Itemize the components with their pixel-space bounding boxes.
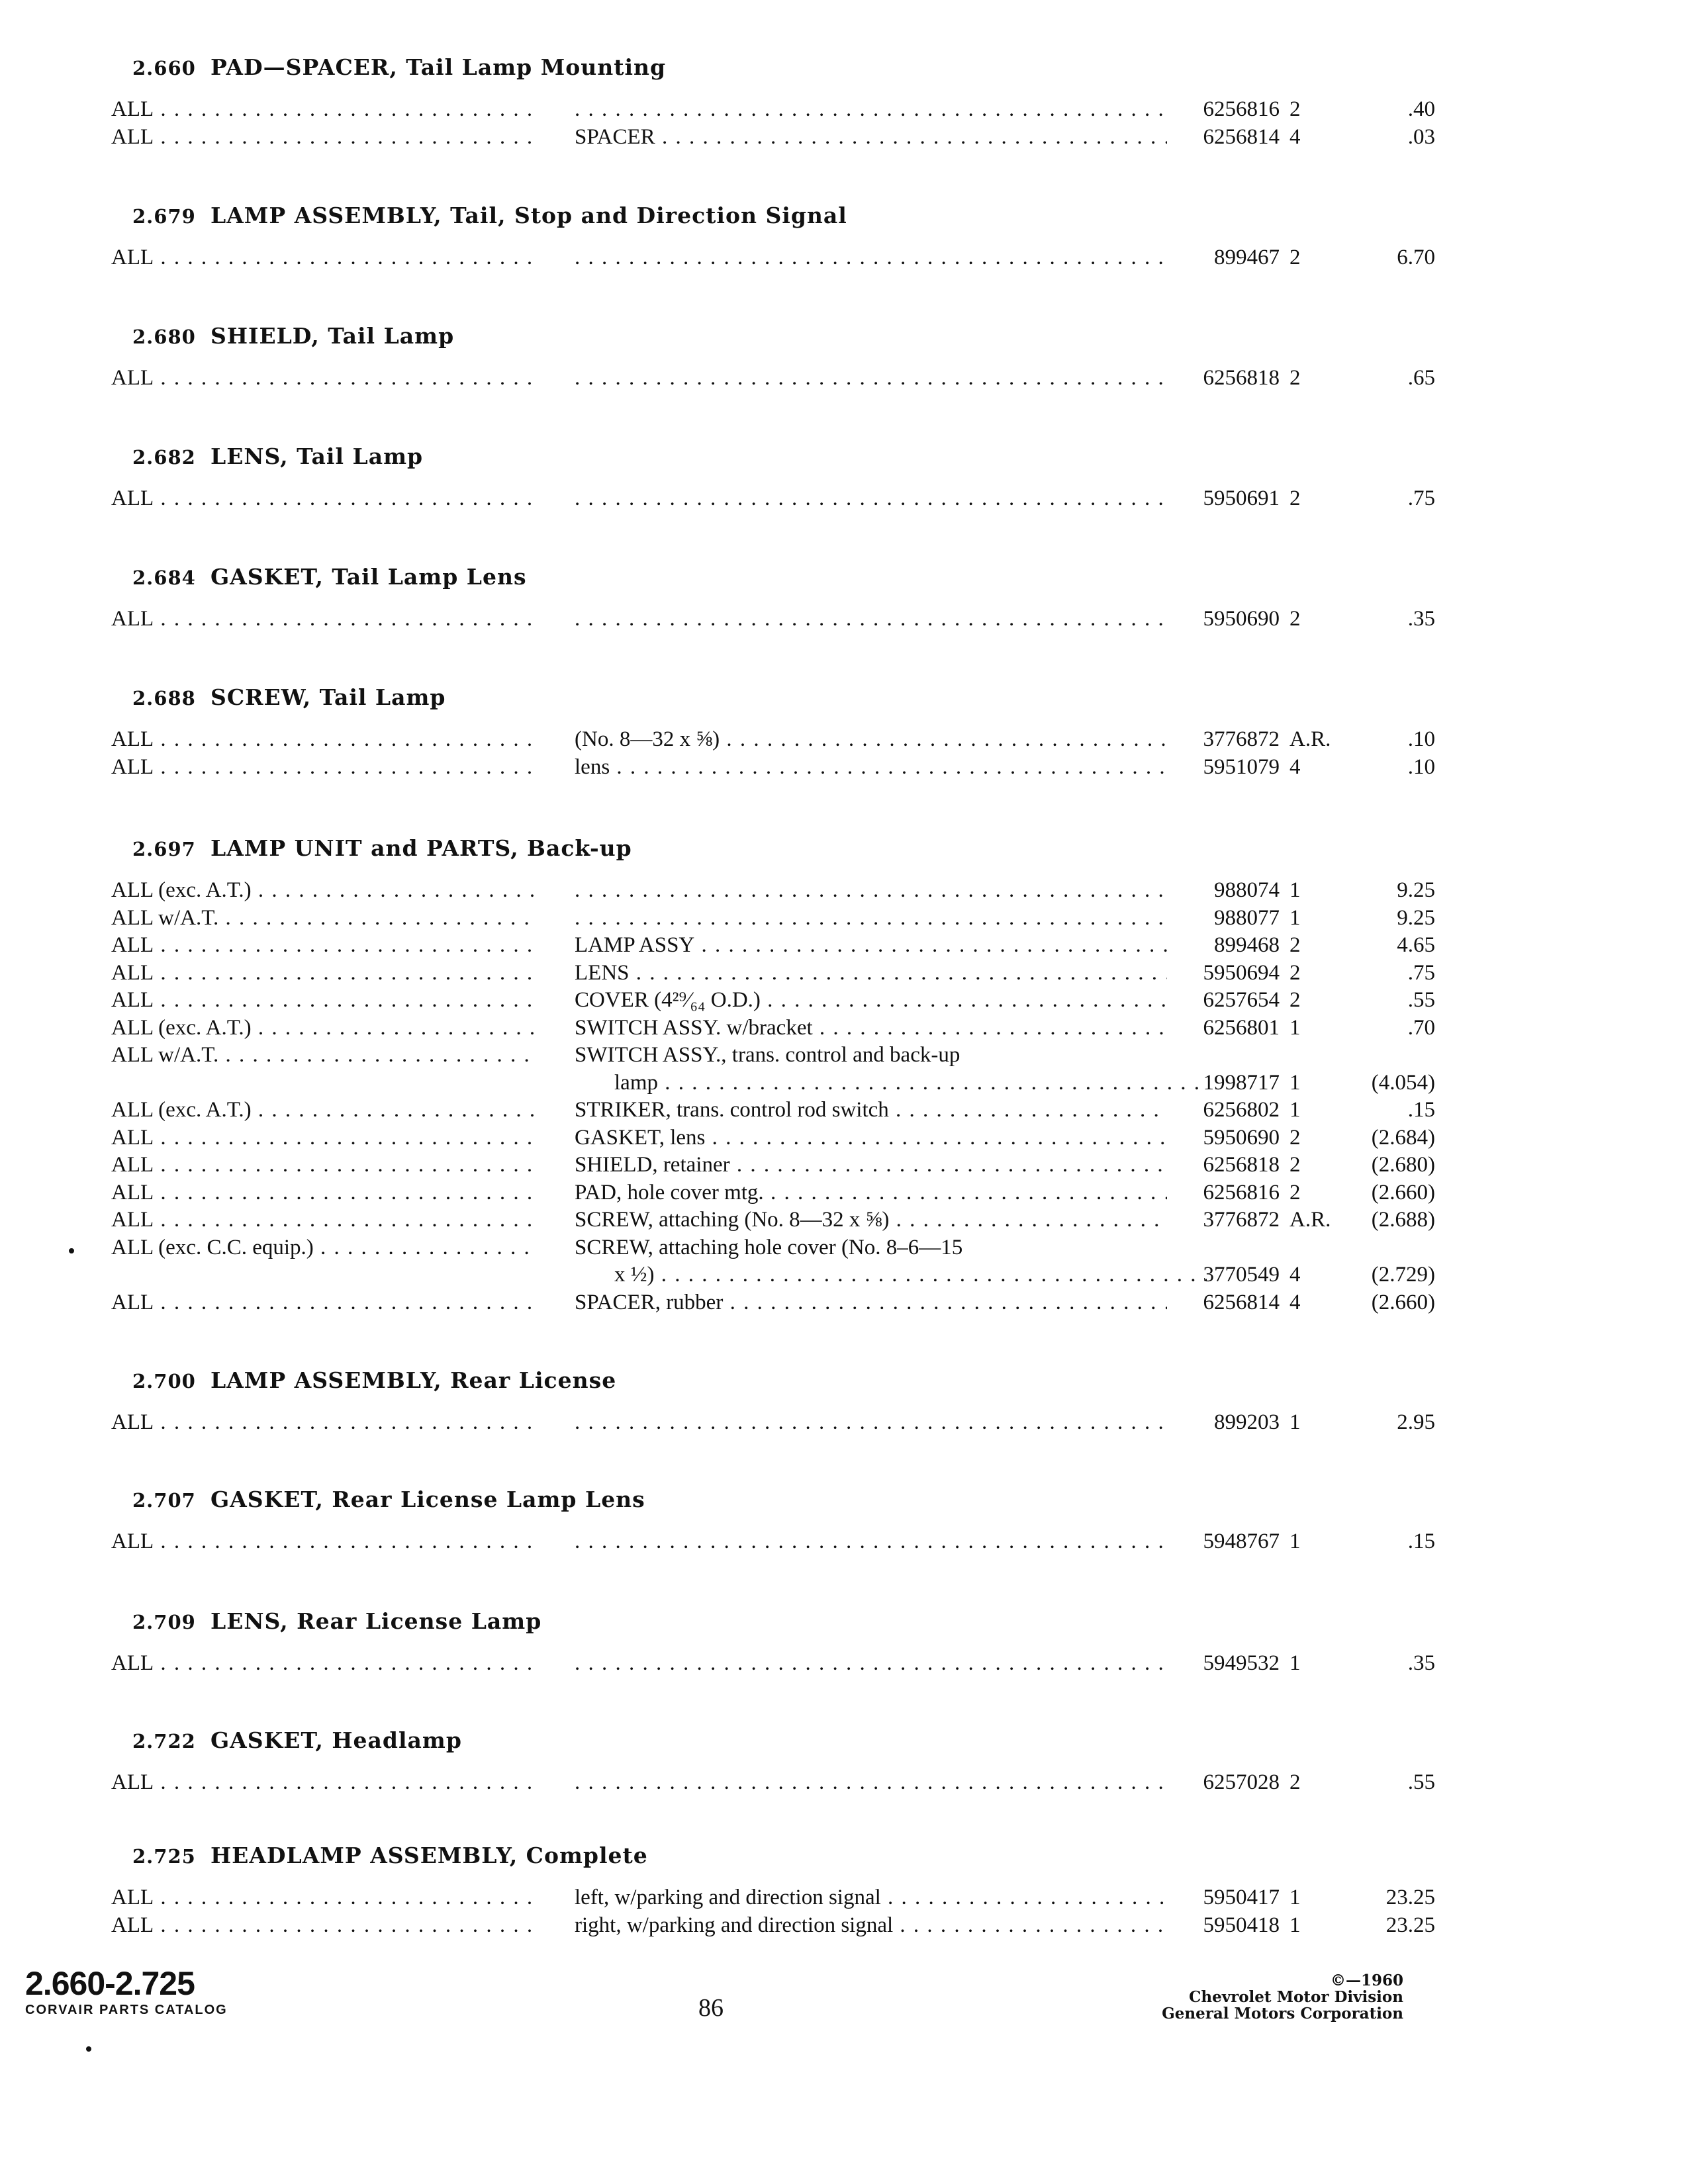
part-number: 5950418 bbox=[1203, 1913, 1280, 1937]
part-description: (No. 8—32 x ⅝) . . . bbox=[575, 725, 1167, 753]
parts-row bbox=[111, 1911, 1435, 1939]
quantity: 2 bbox=[1289, 607, 1301, 631]
price: 6.70 bbox=[1397, 246, 1435, 269]
part-number: 5950691 bbox=[1203, 486, 1280, 510]
stray-print-mark bbox=[86, 2046, 91, 2052]
quantity: 4 bbox=[1289, 1263, 1301, 1287]
footer-catalog-title: CORVAIR PARTS CATALOG bbox=[25, 2003, 228, 2017]
quantity: 2 bbox=[1289, 97, 1301, 121]
price: 9.25 bbox=[1397, 905, 1435, 930]
model-applicability: ALL . . . bbox=[111, 364, 538, 392]
section-number: 2.680 bbox=[132, 326, 196, 348]
price: 9.25 bbox=[1397, 878, 1435, 902]
parts-row bbox=[111, 1041, 1329, 1069]
part-description: SWITCH ASSY., trans. control and back-up bbox=[575, 1043, 961, 1067]
part-number: 5949532 bbox=[1203, 1651, 1280, 1675]
quantity: 1 bbox=[1289, 1015, 1301, 1040]
quantity: 2 bbox=[1289, 933, 1301, 957]
part-description: lamp . . . bbox=[575, 1069, 1207, 1097]
parts-row bbox=[111, 123, 1435, 151]
part-number: 6256816 bbox=[1203, 1180, 1280, 1205]
section-heading bbox=[132, 1727, 462, 1753]
part-description bbox=[575, 244, 1167, 271]
quantity: 2 bbox=[1289, 988, 1301, 1012]
model-applicability: ALL . . . bbox=[111, 605, 538, 633]
section-title: SHIELD, Tail Lamp bbox=[211, 323, 455, 349]
footer-copyright-block bbox=[1162, 1972, 1403, 2022]
part-description: SCREW, attaching hole cover (No. 8–6—15 bbox=[575, 1235, 963, 1259]
model-applicability: ALL . . . bbox=[111, 1151, 538, 1179]
price: (2.684) bbox=[1371, 1125, 1435, 1150]
parts-row bbox=[111, 1289, 1435, 1316]
part-description: lens . . . bbox=[575, 753, 1167, 781]
model-applicability: ALL . . . bbox=[111, 123, 538, 151]
price: .35 bbox=[1407, 607, 1435, 631]
part-number: 3776872 bbox=[1203, 1208, 1280, 1232]
part-number: 5950694 bbox=[1203, 960, 1280, 985]
parts-row bbox=[111, 95, 1435, 123]
parts-row bbox=[111, 1527, 1435, 1555]
part-description: LENS . . . bbox=[575, 959, 1167, 987]
section-number: 2.697 bbox=[132, 838, 196, 860]
part-number: 3770549 bbox=[1203, 1263, 1280, 1287]
price: (2.680) bbox=[1371, 1153, 1435, 1177]
section-heading bbox=[132, 323, 454, 349]
part-number: 988074 bbox=[1214, 878, 1280, 902]
parts-row bbox=[111, 1261, 1435, 1289]
copyright-notice: ©—1960 bbox=[1330, 1972, 1403, 1989]
model-applicability: ALL . . . bbox=[111, 1124, 538, 1152]
part-number: 5950690 bbox=[1203, 1125, 1280, 1150]
price: .70 bbox=[1407, 1015, 1435, 1040]
parts-row bbox=[111, 484, 1435, 512]
model-applicability: ALL . . . bbox=[111, 1527, 538, 1555]
section-number: 2.688 bbox=[132, 687, 196, 709]
quantity: 2 bbox=[1289, 960, 1301, 985]
model-applicability: ALL . . . bbox=[111, 1408, 538, 1436]
quantity: 1 bbox=[1289, 1070, 1301, 1095]
section-heading bbox=[132, 835, 632, 861]
part-description: x ½) . . . bbox=[575, 1261, 1207, 1289]
parts-row bbox=[111, 1096, 1435, 1124]
page-number: 86 bbox=[698, 1994, 724, 2022]
parts-row bbox=[111, 1206, 1435, 1234]
section-title: GASKET, Headlamp bbox=[211, 1727, 462, 1753]
model-applicability: ALL (exc. A.T.) . . . bbox=[111, 1014, 538, 1042]
section-heading bbox=[132, 564, 527, 590]
parts-row bbox=[111, 364, 1435, 392]
price: .03 bbox=[1407, 124, 1435, 149]
part-number: 3776872 bbox=[1203, 727, 1280, 751]
part-description bbox=[575, 364, 1167, 392]
price: .75 bbox=[1407, 960, 1435, 985]
part-number: 899468 bbox=[1214, 933, 1280, 957]
section-heading bbox=[132, 1608, 541, 1634]
model-applicability: ALL . . . bbox=[111, 244, 538, 271]
section-heading bbox=[132, 54, 666, 80]
model-applicability: ALL (exc. C.C. equip.) . . . bbox=[111, 1234, 538, 1261]
parts-row bbox=[111, 1179, 1435, 1206]
quantity: 4 bbox=[1289, 1290, 1301, 1314]
section-title: LAMP UNIT and PARTS, Back-up bbox=[211, 835, 632, 861]
section-title: LAMP ASSEMBLY, Tail, Stop and Direction Signal bbox=[211, 203, 847, 228]
price: (2.688) bbox=[1371, 1208, 1435, 1232]
section-title: HEADLAMP ASSEMBLY, Complete bbox=[211, 1843, 648, 1868]
part-number: 899467 bbox=[1214, 246, 1280, 269]
section-heading bbox=[132, 1486, 645, 1512]
part-description: left, w/parking and direction signal . . . bbox=[575, 1884, 1167, 1911]
price: .15 bbox=[1407, 1098, 1435, 1122]
model-applicability: ALL . . . bbox=[111, 1206, 538, 1234]
part-number: 6256814 bbox=[1203, 1290, 1280, 1314]
model-applicability: ALL w/A.T. . . . bbox=[111, 904, 538, 932]
part-description bbox=[575, 1649, 1167, 1677]
part-description: PAD, hole cover mtg. . . . bbox=[575, 1179, 1167, 1206]
part-number: 6257654 bbox=[1203, 988, 1280, 1012]
model-applicability: ALL . . . bbox=[111, 95, 538, 123]
quantity: 1 bbox=[1289, 1651, 1301, 1675]
section-title: GASKET, Tail Lamp Lens bbox=[211, 564, 527, 590]
section-number: 2.684 bbox=[132, 567, 196, 589]
section-title: GASKET, Rear License Lamp Lens bbox=[211, 1486, 645, 1512]
part-description: SCREW, attaching (No. 8—32 x ⅝) . . . bbox=[575, 1206, 1167, 1234]
part-number: 6256818 bbox=[1203, 1153, 1280, 1177]
part-description: right, w/parking and direction signal . . . bbox=[575, 1911, 1167, 1939]
section-title: PAD—SPACER, Tail Lamp Mounting bbox=[211, 54, 667, 80]
section-heading bbox=[132, 1843, 648, 1868]
parts-row bbox=[111, 1151, 1435, 1179]
part-number: 899203 bbox=[1214, 1410, 1280, 1434]
price: .75 bbox=[1407, 486, 1435, 510]
quantity: 2 bbox=[1289, 1125, 1301, 1150]
price: 4.65 bbox=[1397, 933, 1435, 957]
part-description bbox=[575, 904, 1167, 932]
parts-row bbox=[111, 605, 1435, 633]
section-number: 2.679 bbox=[132, 205, 196, 228]
section-number: 2.725 bbox=[132, 1845, 196, 1868]
quantity: 2 bbox=[1289, 1770, 1301, 1794]
part-description: COVER (4²⁹⁄₆₄ O.D.) . . . bbox=[575, 986, 1167, 1014]
part-description bbox=[575, 484, 1167, 512]
price: (4.054) bbox=[1371, 1070, 1435, 1095]
model-applicability: ALL . . . bbox=[111, 725, 538, 753]
quantity: 1 bbox=[1289, 1098, 1301, 1122]
quantity: 1 bbox=[1289, 1529, 1301, 1553]
section-title: LENS, Rear License Lamp bbox=[211, 1608, 542, 1634]
copyright-division: Chevrolet Motor Division bbox=[1189, 1988, 1403, 2006]
part-number: 5951079 bbox=[1203, 754, 1280, 779]
quantity: 1 bbox=[1289, 878, 1301, 902]
model-applicability: ALL . . . bbox=[111, 1289, 538, 1316]
parts-row bbox=[111, 1884, 1435, 1911]
parts-row bbox=[111, 904, 1435, 932]
part-number: 6256802 bbox=[1203, 1098, 1280, 1122]
section-heading bbox=[132, 443, 423, 469]
quantity: 4 bbox=[1289, 124, 1301, 149]
section-heading bbox=[132, 1367, 616, 1393]
section-number: 2.707 bbox=[132, 1489, 196, 1512]
model-applicability: ALL . . . bbox=[111, 1884, 538, 1911]
section-title: LAMP ASSEMBLY, Rear License bbox=[211, 1367, 617, 1393]
part-description: STRIKER, trans. control rod switch . . . bbox=[575, 1096, 1167, 1124]
quantity: 2 bbox=[1289, 246, 1301, 269]
price: .35 bbox=[1407, 1651, 1435, 1675]
price: (2.729) bbox=[1371, 1263, 1435, 1287]
price: 23.25 bbox=[1385, 1913, 1435, 1937]
price: 2.95 bbox=[1397, 1410, 1435, 1434]
section-number: 2.722 bbox=[132, 1730, 196, 1752]
part-number: 6256818 bbox=[1203, 366, 1280, 390]
section-number: 2.682 bbox=[132, 446, 196, 469]
part-description: SPACER, rubber . . . bbox=[575, 1289, 1167, 1316]
quantity: 1 bbox=[1289, 1886, 1301, 1909]
part-description: GASKET, lens . . . bbox=[575, 1124, 1167, 1152]
price: .15 bbox=[1407, 1529, 1435, 1553]
parts-row bbox=[111, 1649, 1435, 1677]
part-number: 1998717 bbox=[1203, 1070, 1280, 1095]
parts-row bbox=[111, 244, 1435, 271]
model-applicability: ALL . . . bbox=[111, 484, 538, 512]
quantity: 2 bbox=[1289, 366, 1301, 390]
section-number: 2.660 bbox=[132, 57, 196, 79]
part-description bbox=[575, 95, 1167, 123]
part-description: LAMP ASSY . . . bbox=[575, 931, 1167, 959]
section-heading bbox=[132, 203, 847, 228]
price: .40 bbox=[1407, 97, 1435, 121]
part-description: SWITCH ASSY. w/bracket . . . bbox=[575, 1014, 1167, 1042]
section-title: SCREW, Tail Lamp bbox=[211, 684, 446, 710]
quantity: 1 bbox=[1289, 905, 1301, 930]
parts-row bbox=[111, 1408, 1435, 1436]
part-number: 6257028 bbox=[1203, 1770, 1280, 1794]
model-applicability: ALL . . . bbox=[111, 753, 538, 781]
quantity: 2 bbox=[1289, 1153, 1301, 1177]
quantity: 2 bbox=[1289, 486, 1301, 510]
part-number: 6256816 bbox=[1203, 97, 1280, 121]
model-applicability: ALL . . . bbox=[111, 1768, 538, 1796]
model-applicability: ALL . . . bbox=[111, 1179, 538, 1206]
part-description bbox=[575, 1408, 1167, 1436]
price: (2.660) bbox=[1371, 1290, 1435, 1314]
model-applicability: ALL (exc. A.T.) . . . bbox=[111, 1096, 538, 1124]
model-applicability: ALL (exc. A.T.) . . . bbox=[111, 876, 538, 904]
copyright-corporation: General Motors Corporation bbox=[1162, 2005, 1403, 2023]
parts-row bbox=[111, 876, 1435, 904]
quantity: 4 bbox=[1289, 754, 1301, 779]
quantity: 1 bbox=[1289, 1913, 1301, 1937]
quantity: 2 bbox=[1289, 1180, 1301, 1205]
parts-row bbox=[111, 959, 1435, 987]
section-number: 2.709 bbox=[132, 1611, 196, 1633]
part-number: 988077 bbox=[1214, 905, 1280, 930]
price: .55 bbox=[1407, 1770, 1435, 1794]
part-description: SHIELD, retainer . . . bbox=[575, 1151, 1167, 1179]
part-description bbox=[575, 1768, 1167, 1796]
price: .10 bbox=[1407, 727, 1435, 751]
part-description bbox=[575, 876, 1167, 904]
quantity: 1 bbox=[1289, 1410, 1301, 1434]
parts-row bbox=[111, 1124, 1435, 1152]
model-applicability: ALL w/A.T. . . . bbox=[111, 1041, 538, 1069]
parts-row bbox=[111, 725, 1435, 753]
model-applicability: ALL . . . bbox=[111, 959, 538, 987]
quantity: A.R. bbox=[1289, 1208, 1331, 1232]
part-number: 5950690 bbox=[1203, 607, 1280, 631]
section-title: LENS, Tail Lamp bbox=[211, 443, 424, 469]
model-applicability: ALL . . . bbox=[111, 986, 538, 1014]
model-applicability: ALL . . . bbox=[111, 1649, 538, 1677]
price: (2.660) bbox=[1371, 1180, 1435, 1205]
part-number: 6256801 bbox=[1203, 1015, 1280, 1040]
part-description bbox=[575, 1527, 1167, 1555]
stray-print-mark bbox=[69, 1248, 74, 1253]
model-applicability: ALL . . . bbox=[111, 1911, 538, 1939]
parts-row bbox=[111, 1069, 1435, 1097]
parts-row bbox=[111, 986, 1435, 1014]
section-number: 2.700 bbox=[132, 1370, 196, 1392]
price: .10 bbox=[1407, 754, 1435, 779]
section-heading bbox=[132, 684, 446, 710]
part-number: 5948767 bbox=[1203, 1529, 1280, 1553]
part-description bbox=[575, 605, 1167, 633]
parts-row bbox=[111, 1014, 1435, 1042]
parts-row bbox=[111, 1234, 1329, 1261]
price: .65 bbox=[1407, 366, 1435, 390]
parts-row bbox=[111, 753, 1435, 781]
part-description: SPACER . . . bbox=[575, 123, 1167, 151]
footer-section-range: 2.660-2.725 bbox=[25, 1965, 195, 2002]
price: 23.25 bbox=[1385, 1886, 1435, 1909]
part-number: 5950417 bbox=[1203, 1886, 1280, 1909]
model-applicability: ALL . . . bbox=[111, 931, 538, 959]
quantity: A.R. bbox=[1289, 727, 1331, 751]
part-number: 6256814 bbox=[1203, 124, 1280, 149]
parts-row bbox=[111, 931, 1435, 959]
parts-row bbox=[111, 1768, 1435, 1796]
price: .55 bbox=[1407, 988, 1435, 1012]
